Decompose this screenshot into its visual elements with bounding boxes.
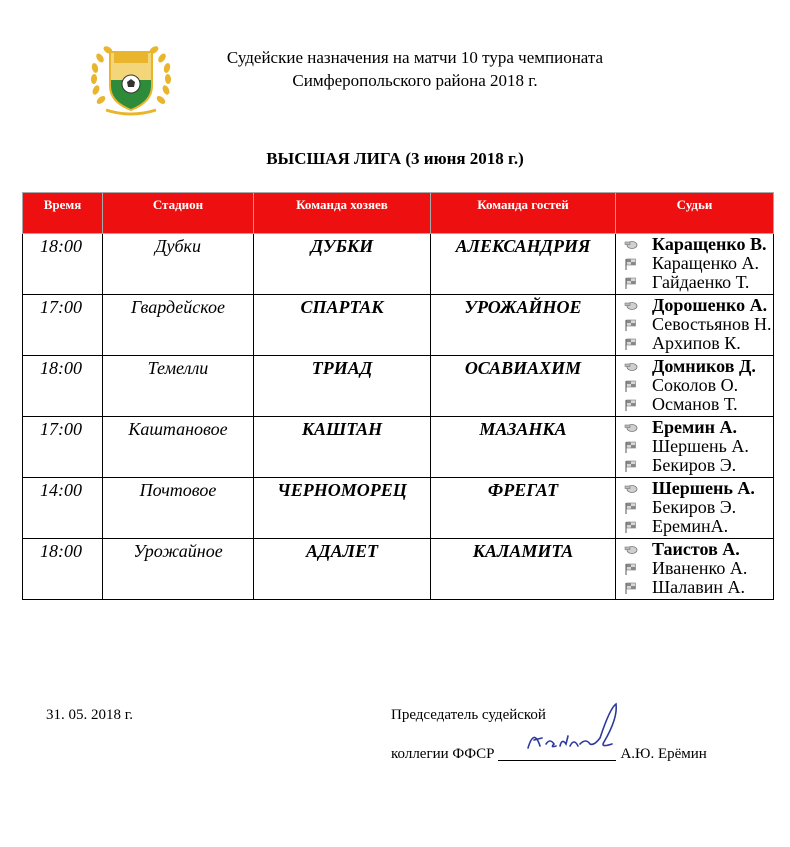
column-header-referees: Судьи: [616, 193, 774, 234]
referee-name: Каращенко А.: [652, 253, 760, 273]
referees-cell: [616, 417, 774, 478]
main-referee: [624, 418, 773, 437]
table-header-row: [23, 193, 774, 234]
handwritten-signature: [520, 698, 630, 760]
away-team: АЛЕКСАНДРИЯ: [431, 234, 616, 295]
match-time: 18:00: [23, 539, 103, 600]
main-referee: [624, 540, 773, 559]
referee-name: Шершень А.: [652, 436, 749, 456]
assistant-referee: [624, 456, 773, 475]
stadium-name: Урожайное: [103, 539, 254, 600]
schedule-table: [22, 192, 774, 600]
whistle-icon: [624, 300, 638, 312]
whistle-icon: [624, 239, 638, 251]
header-title-line2: Симферопольского района 2018 г.: [292, 71, 538, 90]
table-row: [23, 295, 774, 356]
chairman-title-line1: Председатель судейской: [391, 707, 546, 723]
home-team: ТРИАД: [254, 356, 431, 417]
chairman-title-line2: коллегии ФФСР: [391, 746, 495, 762]
league-title: ВЫСШАЯ ЛИГА (3 июня 2018 г.): [266, 149, 524, 168]
away-team: ФРЕГАТ: [431, 478, 616, 539]
referees-cell: [616, 356, 774, 417]
assistant-referee: [624, 273, 773, 292]
assistant-referee: [624, 559, 773, 578]
referee-name: Шершень А.: [652, 478, 755, 498]
stadium-name: Каштановое: [103, 417, 254, 478]
referee-name: Шалавин А.: [652, 577, 746, 597]
flag-icon: [624, 582, 638, 594]
referees-cell: [616, 478, 774, 539]
assistant-referee: [624, 395, 773, 414]
away-team: УРОЖАЙНОЕ: [431, 295, 616, 356]
assistant-referee: [624, 437, 773, 456]
header-title-line1: Судейские назначения на матчи 10 тура чемпионата: [226, 48, 604, 67]
match-time: 17:00: [23, 295, 103, 356]
main-referee: [624, 235, 773, 254]
whistle-icon: [624, 361, 638, 373]
referee-name: Каращенко В.: [652, 234, 767, 254]
referees-cell: [616, 295, 774, 356]
assistant-referee: [624, 254, 773, 273]
main-referee: [624, 296, 773, 315]
referee-name: Соколов О.: [652, 375, 739, 395]
match-time: 17:00: [23, 417, 103, 478]
stadium-name: Почтовое: [103, 478, 254, 539]
flag-icon: [624, 460, 638, 472]
whistle-icon: [624, 483, 638, 495]
match-time: 14:00: [23, 478, 103, 539]
referee-name: Иваненко А.: [652, 558, 748, 578]
referee-name: Таистов А.: [652, 539, 740, 559]
flag-icon: [624, 319, 638, 331]
assistant-referee: [624, 376, 773, 395]
referee-name: ЕреминА.: [652, 516, 729, 536]
referee-name: Бекиров Э.: [652, 455, 737, 475]
away-team: МАЗАНКА: [431, 417, 616, 478]
referee-name: Домников Д.: [652, 356, 756, 376]
referee-name: Архипов К.: [652, 333, 741, 353]
flag-icon: [624, 502, 638, 514]
column-header-home-team: Команда хозяев: [254, 193, 431, 234]
flag-icon: [624, 338, 638, 350]
referee-name: Османов Т.: [652, 394, 738, 414]
referees-cell: [616, 539, 774, 600]
referee-name: Еремин А.: [652, 417, 738, 437]
assistant-referee: [624, 578, 773, 597]
column-header-stadium: Стадион: [103, 193, 254, 234]
home-team: ДУБКИ: [254, 234, 431, 295]
flag-icon: [624, 563, 638, 575]
referees-cell: [616, 234, 774, 295]
stadium-name: Темелли: [103, 356, 254, 417]
assistant-referee: [624, 315, 773, 334]
away-team: КАЛАМИТА: [431, 539, 616, 600]
referee-name: Гайдаенко Т.: [652, 272, 750, 292]
home-team: КАШТАН: [254, 417, 431, 478]
flag-icon: [624, 258, 638, 270]
flag-icon: [624, 277, 638, 289]
referee-name: Севостьянов Н.: [652, 314, 772, 334]
home-team: АДАЛЕТ: [254, 539, 431, 600]
assistant-referee: [624, 517, 773, 536]
match-time: 18:00: [23, 356, 103, 417]
column-header-away-team: Команда гостей: [431, 193, 616, 234]
table-row: [23, 234, 774, 295]
referee-name: Дорошенко А.: [652, 295, 768, 315]
chairman-name: А.Ю. Ерёмин: [620, 746, 707, 762]
table-row: [23, 417, 774, 478]
ffsr-logo: [84, 38, 178, 118]
whistle-icon: [624, 422, 638, 434]
flag-icon: [624, 521, 638, 533]
away-team: ОСАВИАХИМ: [431, 356, 616, 417]
table-row: [23, 356, 774, 417]
flag-icon: [624, 441, 638, 453]
home-team: СПАРТАК: [254, 295, 431, 356]
document-date: 31. 05. 2018 г.: [46, 707, 133, 723]
table-row: [23, 478, 774, 539]
column-header-time: Время: [23, 193, 103, 234]
stadium-name: Дубки: [103, 234, 254, 295]
whistle-icon: [624, 544, 638, 556]
main-referee: [624, 357, 773, 376]
home-team: ЧЕРНОМОРЕЦ: [254, 478, 431, 539]
assistant-referee: [624, 498, 773, 517]
main-referee: [624, 479, 773, 498]
stadium-name: Гвардейское: [103, 295, 254, 356]
assistant-referee: [624, 334, 773, 353]
flag-icon: [624, 380, 638, 392]
flag-icon: [624, 399, 638, 411]
referee-name: Бекиров Э.: [652, 497, 737, 517]
table-row: [23, 539, 774, 600]
match-time: 18:00: [23, 234, 103, 295]
